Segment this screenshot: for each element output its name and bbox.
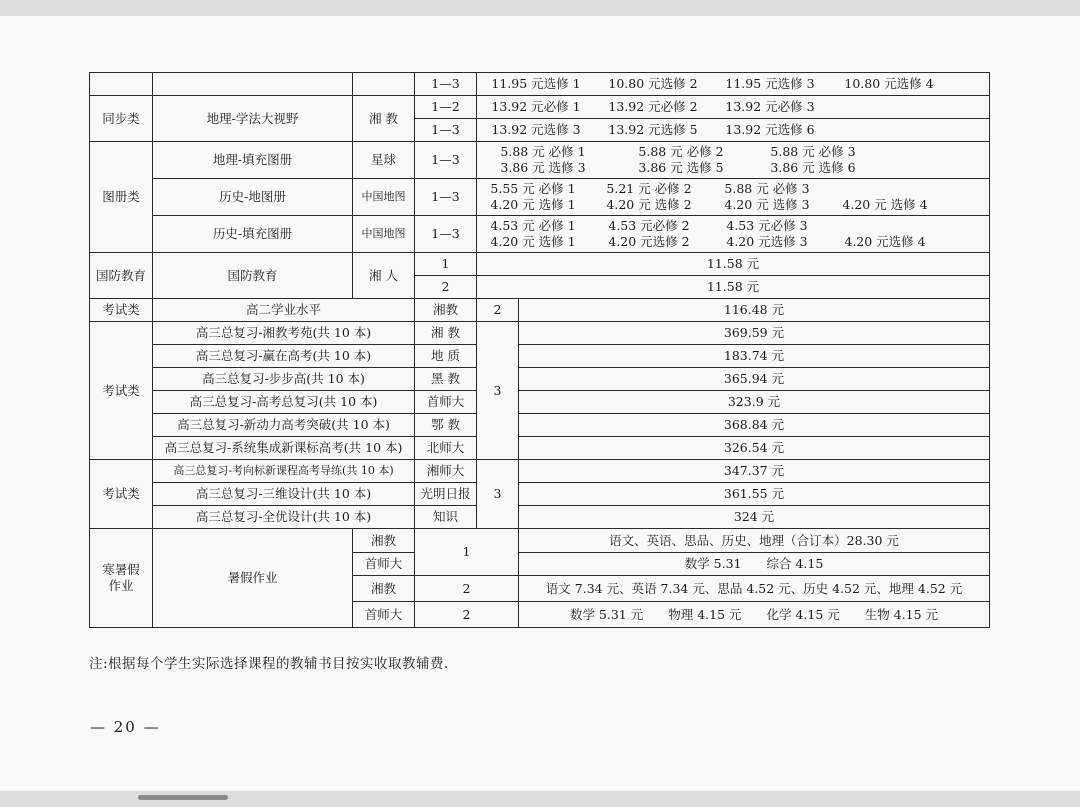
price-cell: 347.37 元 bbox=[519, 460, 990, 483]
price-cell: 323.9 元 bbox=[519, 391, 990, 414]
price-cell: 183.74 元 bbox=[519, 345, 990, 368]
publisher-cell: 鄂 教 bbox=[415, 414, 477, 437]
price-cell: 13.92 元选修 3 13.92 元选修 5 13.92 元选修 6 bbox=[477, 119, 990, 142]
publisher-cell: 湘教 bbox=[353, 576, 415, 602]
page-number: — 20 — bbox=[90, 718, 161, 736]
book-cell: 高三总复习-步步高(共 10 本) bbox=[153, 368, 415, 391]
book-cell: 高三总复习-全优设计(共 10 本) bbox=[153, 506, 415, 529]
book-cell: 高二学业水平 bbox=[153, 299, 415, 322]
price-cell: 5.88 元 必修 1 5.88 元 必修 2 5.88 元 必修 3 3.86 元 选修 3 3.86 元 选修 5 3.86 元 选修 6 bbox=[477, 142, 990, 179]
category-cell: 寒暑假作业 bbox=[90, 529, 153, 628]
publisher-cell: 北师大 bbox=[415, 437, 477, 460]
publisher-cell: 中国地图 bbox=[353, 216, 415, 253]
category-cell: 同步类 bbox=[90, 96, 153, 142]
footnote: 注:根据每个学生实际选择课程的教辅书目按实收取教辅费. bbox=[89, 656, 449, 672]
price-cell: 11.58 元 bbox=[477, 253, 990, 276]
table-row bbox=[90, 368, 990, 391]
price-cell: 361.55 元 bbox=[519, 483, 990, 506]
price-cell: 5.55 元 必修 1 5.21 元 必修 2 5.88 元 必修 3 4.20 元 选修 1 4.20 元 选修 2 4.20 元 选修 3 4.20 元 选修 4 bbox=[477, 179, 990, 216]
grade-cell: 1—3 bbox=[415, 142, 477, 179]
grade-cell: 1—3 bbox=[415, 179, 477, 216]
table-row bbox=[90, 483, 990, 506]
publisher-cell: 湘教 bbox=[415, 299, 477, 322]
table-row bbox=[90, 345, 990, 368]
category-cell: 考试类 bbox=[90, 322, 153, 460]
book-cell: 地理-填充图册 bbox=[153, 142, 353, 179]
price-cell: 语文 7.34 元、英语 7.34 元、思品 4.52 元、历史 4.52 元、地理 4.52 元 bbox=[519, 576, 990, 602]
publisher-cell: 黑 教 bbox=[415, 368, 477, 391]
table-row bbox=[90, 142, 990, 179]
home-indicator[interactable] bbox=[138, 795, 228, 800]
table-row bbox=[90, 529, 990, 553]
table-row bbox=[90, 73, 990, 96]
publisher-cell: 星球 bbox=[353, 142, 415, 179]
price-cell: 365.94 元 bbox=[519, 368, 990, 391]
book-cell bbox=[153, 73, 353, 96]
table-row bbox=[90, 299, 990, 322]
price-cell: 326.54 元 bbox=[519, 437, 990, 460]
grade-cell: 1—3 bbox=[415, 119, 477, 142]
grade-cell: 2 bbox=[477, 299, 519, 322]
grade-cell: 3 bbox=[477, 460, 519, 529]
publisher-cell: 湘 教 bbox=[415, 322, 477, 345]
table-row bbox=[90, 391, 990, 414]
price-cell: 368.84 元 bbox=[519, 414, 990, 437]
book-cell: 高三总复习-系统集成新课标高考(共 10 本) bbox=[153, 437, 415, 460]
publisher-cell: 湘教 bbox=[353, 529, 415, 553]
book-cell: 高三总复习-考向标新课程高考导练(共 10 本) bbox=[153, 460, 415, 483]
grade-cell: 2 bbox=[415, 276, 477, 299]
table-row bbox=[90, 179, 990, 216]
table-row bbox=[90, 253, 990, 276]
table-row bbox=[90, 96, 990, 119]
publisher-cell: 知识 bbox=[415, 506, 477, 529]
category-cell: 考试类 bbox=[90, 299, 153, 322]
book-cell: 历史-地图册 bbox=[153, 179, 353, 216]
price-cell: 数学 5.31 综合 4.15 bbox=[519, 553, 990, 576]
publisher-cell: 首师大 bbox=[415, 391, 477, 414]
book-cell: 高三总复习-新动力高考突破(共 10 本) bbox=[153, 414, 415, 437]
book-cell: 历史-填充图册 bbox=[153, 216, 353, 253]
grade-cell: 2 bbox=[415, 602, 519, 628]
category-cell bbox=[90, 73, 153, 96]
book-cell: 高三总复习-三维设计(共 10 本) bbox=[153, 483, 415, 506]
table-row bbox=[90, 506, 990, 529]
publisher-cell: 湘 人 bbox=[353, 253, 415, 299]
book-cell: 暑假作业 bbox=[153, 529, 353, 628]
document-page bbox=[0, 16, 1080, 791]
publisher-cell: 地 质 bbox=[415, 345, 477, 368]
book-cell: 高三总复习-高考总复习(共 10 本) bbox=[153, 391, 415, 414]
price-cell: 324 元 bbox=[519, 506, 990, 529]
publisher-cell: 湘师大 bbox=[415, 460, 477, 483]
publisher-cell: 首师大 bbox=[353, 553, 415, 576]
grade-cell: 1—3 bbox=[415, 73, 477, 96]
publisher-cell: 湘 教 bbox=[353, 96, 415, 142]
price-cell: 11.95 元选修 1 10.80 元选修 2 11.95 元选修 3 10.80 元选修 4 bbox=[477, 73, 990, 96]
category-cell: 考试类 bbox=[90, 460, 153, 529]
book-cell: 地理-学法大视野 bbox=[153, 96, 353, 142]
grade-cell: 1—2 bbox=[415, 96, 477, 119]
price-cell: 116.48 元 bbox=[519, 299, 990, 322]
price-cell: 11.58 元 bbox=[477, 276, 990, 299]
publisher-cell: 首师大 bbox=[353, 602, 415, 628]
publisher-cell bbox=[353, 73, 415, 96]
grade-cell: 2 bbox=[415, 576, 519, 602]
publisher-cell: 光明日报 bbox=[415, 483, 477, 506]
price-cell: 数学 5.31 元 物理 4.15 元 化学 4.15 元 生物 4.15 元 bbox=[519, 602, 990, 628]
table-row bbox=[90, 437, 990, 460]
book-cell: 国防教育 bbox=[153, 253, 353, 299]
price-cell: 语文、英语、思品、历史、地理（合订本）28.30 元 bbox=[519, 529, 990, 553]
grade-cell: 3 bbox=[477, 322, 519, 460]
table-row bbox=[90, 216, 990, 253]
grade-cell: 1 bbox=[415, 253, 477, 276]
publisher-cell: 中国地图 bbox=[353, 179, 415, 216]
grade-cell: 1—3 bbox=[415, 216, 477, 253]
table-row bbox=[90, 414, 990, 437]
category-cell: 国防教育 bbox=[90, 253, 153, 299]
book-cell: 高三总复习-湘教考苑(共 10 本) bbox=[153, 322, 415, 345]
price-cell: 4.53 元 必修 1 4.53 元必修 2 4.53 元必修 3 4.20 元 选修 1 4.20 元选修 2 4.20 元选修 3 4.20 元选修 4 bbox=[477, 216, 990, 253]
grade-cell: 1 bbox=[415, 529, 519, 576]
price-cell: 13.92 元必修 1 13.92 元必修 2 13.92 元必修 3 bbox=[477, 96, 990, 119]
textbook-fee-table bbox=[89, 72, 990, 628]
table-row bbox=[90, 460, 990, 483]
price-cell: 369.59 元 bbox=[519, 322, 990, 345]
book-cell: 高三总复习-赢在高考(共 10 本) bbox=[153, 345, 415, 368]
table-row bbox=[90, 322, 990, 345]
category-cell: 图册类 bbox=[90, 142, 153, 253]
